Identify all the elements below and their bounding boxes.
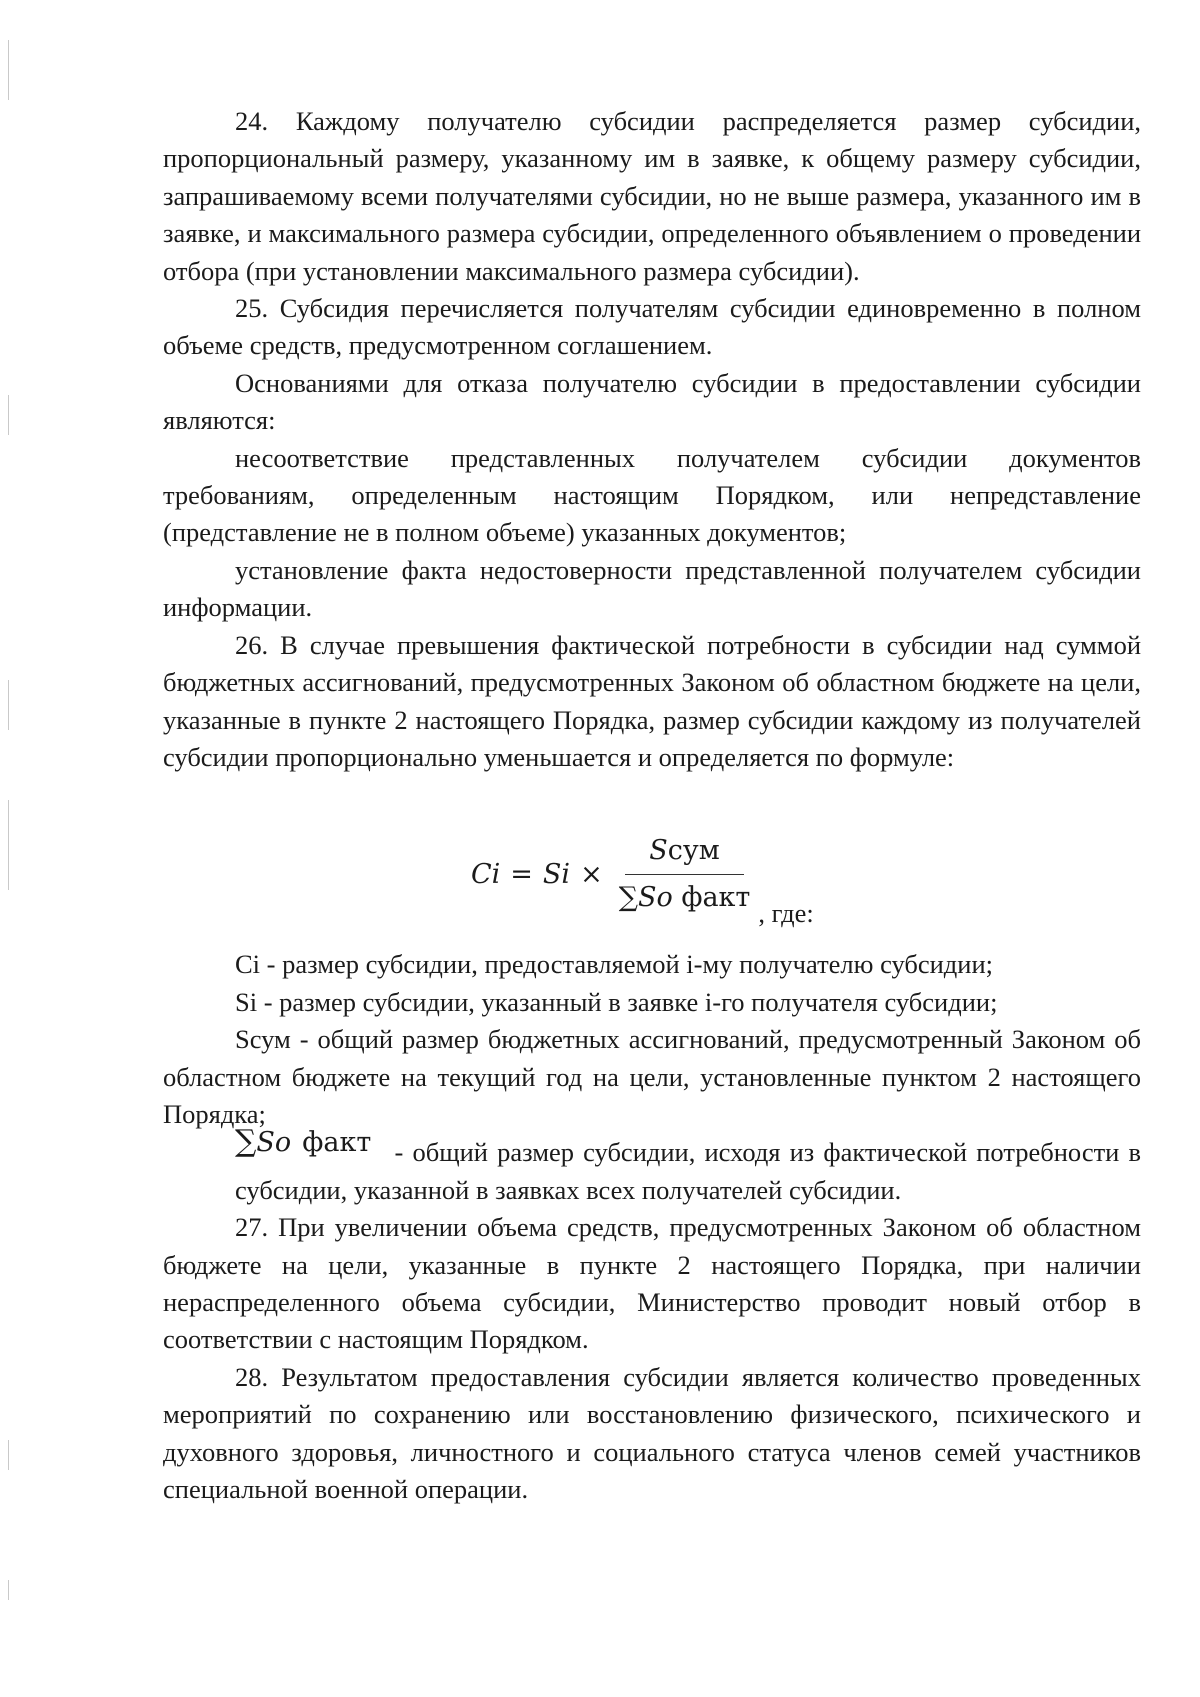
paragraph-refusal-item-1: несоответствие представленных получателем субсидии документов требованиям, определенным настоящим Порядком, или непредставление (представление не в полном объеме) указанных документов; [163,442,1141,548]
definition-ssum: Sсум - общий размер бюджетных ассигнований, предусмотренный Законом об областном бюджете на текущий год на цели, установленные пунктом 2 настоящего Порядка; [163,1024,1141,1129]
denominator-s: So [637,881,673,913]
definition-si: Si - размер субсидии, указанный в заявке i-го получателя субсидии; [235,986,998,1017]
scan-edge-mark [8,40,9,100]
sum-label-text: факт [302,1127,372,1159]
paragraph-28: 28. Результатом предоставления субсидии является количество проведенных мероприятий по сохранению или восстановлению физического, психического и духовного здоровья, личностного и социального статуса членов семей участников специальной военной операции. [163,1361,1141,1504]
paragraph-27: 27. При увеличении объема средств, предусмотренных Законом об областном бюджете на цели, указанные в пункте 2 настоящего Порядка, при наличии нераспределенного объема субсидии, Министерство проводит новый отбор в соответствии с настоящим Порядком. [163,1212,1141,1355]
definition-sum [163,1124,1142,1209]
formula-si: Si [542,858,571,890]
formula-fraction [619,832,751,916]
formula-numerator [625,832,744,874]
denominator-text: факт [681,881,751,913]
formula-equals: = [510,858,533,890]
sum-label [256,1127,371,1158]
paragraph-26: 26. В случае превышения фактической потребности в субсидии над суммой бюджетных ассигнований, предусмотренных Законом об областном бюджете на цели, указанные в пункте 2 настоящего Порядка, размер субсидии каждому из получателей субсидии пропорционально уменьшается и определяется по формуле: [163,629,1141,772]
formula-suffix: , где: [758,897,814,928]
paragraph-24: 24. Каждому получателю субсидии распределяется размер субсидии, пропорциональный размеру, указанному им в заявке, к общему размеру субсидии, запрашиваемому всеми получателями субсидии, но не выше размера, указанного им в заявке, и максимального размера субсидии, определенного объявлением о проведении отбора (при установлении максимального размера субсидии). [163,106,1141,286]
paragraph-refusal-grounds: Основаниями для отказа получателю субсидии в предоставлении субсидии являются: [163,367,1141,436]
scan-edge-mark [8,1580,9,1600]
scan-edge-mark [8,800,9,890]
paragraph-refusal-item-2: установление факта недостоверности представленной получателем субсидии информации. [163,554,1141,623]
sum-definition-text: - общий размер субсидии, исходя из фактической потребности в субсидии, указанной в заявках всех получателей субсидии. [235,1137,1142,1205]
sum-label-s: So [256,1127,292,1159]
numerator-sub: сум [667,835,720,867]
sum-symbol-icon: ∑ [235,1124,257,1160]
definition-ci: Ci - размер субсидии, предоставляемой i-му получателю субсидии; [235,949,994,980]
sum-symbol-icon: ∑ [618,881,638,913]
formula [163,786,1141,946]
scan-edge-mark [8,395,9,435]
paragraph-25: 25. Субсидия перечисляется получателям субсидии единовременно в полном объеме средств, предусмотренном соглашением. [163,293,1141,361]
scan-edge-mark [8,680,9,730]
document-body [163,103,1141,1508]
scan-edge-mark [8,1440,9,1470]
formula-lhs: Ci [471,858,501,890]
formula-denominator [619,875,751,916]
formula-expression [471,832,814,928]
formula-times: × [580,858,603,890]
numerator-s: S [649,835,668,867]
